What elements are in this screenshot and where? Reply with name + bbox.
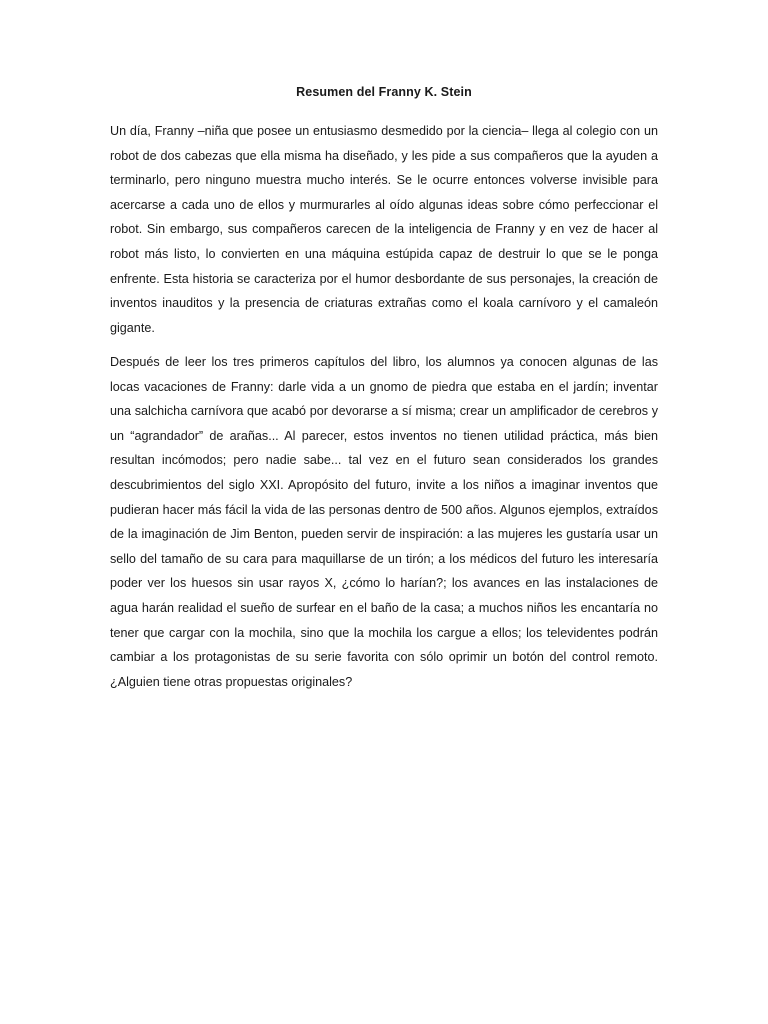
paragraph-activity: Después de leer los tres primeros capítulos del libro, los alumnos ya conocen algunas de las locas vacaciones de Franny: darle vida a un gnomo de piedra que estaba en el jardín; inventar una salchicha carnívora que acabó por devorarse a sí misma; crear un amplificador de cerebros y un “agrandador” de arañas... Al parecer, estos inventos no tienen utilidad práctica, más bien resultan incómodos; pero nadie sabe... tal vez en el futuro sean considerados los grandes descubrimientos del siglo XXI. Apropósito del futuro, invite a los niños a imaginar inventos que pudieran hacer más fácil la vida de las personas dentro de 500 años. Algunos ejemplos, extraídos de la imaginación de Jim Benton, pueden servir de inspiración: a las mujeres les gustaría usar un sello del tamaño de su cara para maquillarse de un tirón; a los médicos del futuro les interesaría poder ver los huesos sin usar rayos X, ¿cómo lo harían?; los avances en las instalaciones de agua harán realidad el sueño de surfear en el baño de la casa; a muchos niños les encantaría no tener que cargar con la mochila, sino que la mochila los cargue a ellos; los televidentes podrán cambiar a los protagonistas de su serie favorita con sólo oprimir un botón del control remoto. ¿Alguien tiene otras propuestas originales? [110, 355, 658, 689]
document-title: Resumen del Franny K. Stein [296, 85, 472, 99]
paragraph-summary: Un día, Franny –niña que posee un entusiasmo desmedido por la ciencia– llega al colegio con un robot de dos cabezas que ella misma ha diseñado, y les pide a sus compañeros que la ayuden a terminarlo, pero ninguno muestra mucho interés. Se le ocurre entonces volverse invisible para acercarse a cada uno de ellos y murmurarles al oído algunas ideas sobre cómo perfeccionar el robot. Sin embargo, sus compañeros carecen de la inteligencia de Franny y en vez de hacer al robot más listo, lo convierten en una máquina estúpida capaz de destruir lo que se le ponga enfrente. Esta historia se caracteriza por el humor desbordante de sus personajes, la creación de inventos inauditos y la presencia de criaturas extrañas como el koala carnívoro y el camaleón gigante. [110, 124, 658, 335]
